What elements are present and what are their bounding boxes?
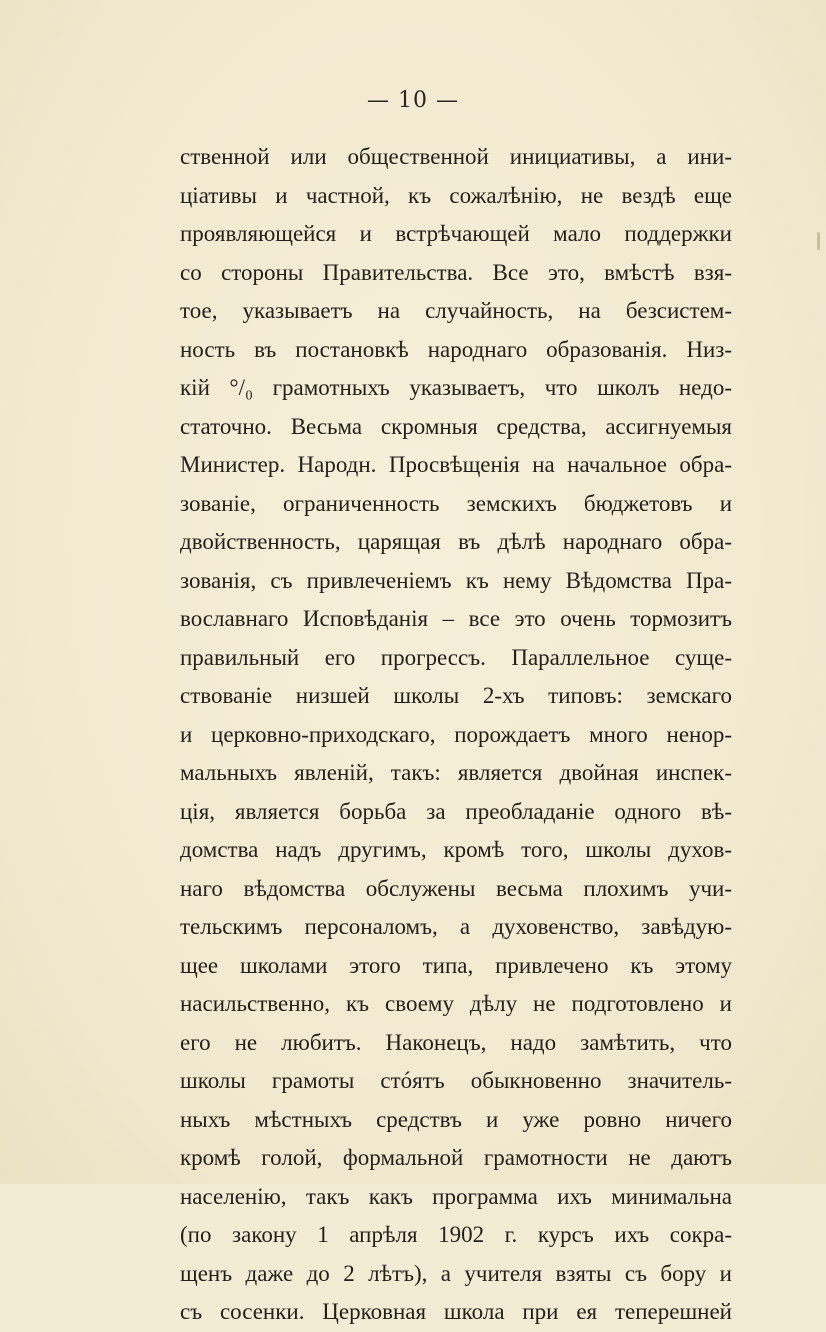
text-line: кромѣ голой, формальной грамотности не даютъ: [180, 1145, 732, 1170]
text-line: со стороны Правительства. Все это, вмѣстѣ взя-: [180, 259, 732, 285]
text-line: ствованіе низшей школы 2-хъ типовъ: земскаго: [180, 683, 732, 708]
text-line: наго вѣдомства обслужены весьма плохимъ учи-: [180, 875, 732, 901]
text-line: ныхъ мѣстныхъ средствъ и уже ровно ничего: [180, 1106, 732, 1132]
body-text: [180, 138, 732, 1332]
text-line: кій °/₀ грамотныхъ указываетъ, что школъ недо-: [180, 375, 732, 400]
text-line: (по закону 1 апрѣля 1902 г. курсъ ихъ сокра-: [180, 1222, 732, 1247]
text-line: его не любитъ. Наконецъ, надо замѣтить, что: [180, 1029, 732, 1055]
page-edge-mark: [817, 232, 820, 250]
text-line: тое, указываетъ на случайность, на безсистем-: [180, 298, 732, 323]
text-line: населенію, такъ какъ программа ихъ минимальна: [180, 1183, 732, 1209]
page-number: — 10 —: [367, 88, 459, 113]
text-line: тельскимъ персоналомъ, а духовенство, завѣдую-: [180, 914, 732, 939]
text-line: правильный его прогрессъ. Параллельное суще-: [180, 644, 732, 670]
text-line: ственной или общественной инициативы, а ини-: [180, 144, 732, 169]
text-line: статочно. Весьма скромныя средства, ассигнуемыя: [180, 413, 732, 439]
text-line: мальныхъ явленій, такъ: является двойная инспек-: [180, 760, 732, 785]
text-line: Министер. Народн. Просвѣщенія на начальное обра-: [180, 452, 732, 477]
text-line: проявляющейся и встрѣчающей мало поддержки: [180, 221, 732, 246]
text-line: щее школами этого типа, привлечено къ этому: [180, 952, 732, 978]
text-line: школы грамоты стóятъ обыкновенно значитель-: [180, 1068, 732, 1093]
text-line: двойственность, царящая въ дѣлѣ народнаго обра-: [180, 529, 732, 554]
text-line: домства надъ другимъ, кромѣ того, школы духов-: [180, 837, 732, 862]
text-line: вославнаго Исповѣданія – все это очень тормозитъ: [180, 606, 732, 631]
text-line: зованія, съ привлеченіемъ къ нему Вѣдомства Пра-: [180, 567, 732, 593]
text-line: ность въ постановкѣ народнаго образованія. Низ-: [180, 336, 732, 362]
text-line: ція, является борьба за преобладаніе одного вѣ-: [180, 798, 732, 824]
text-line: съ сосенки. Церковная школа при ея теперешней: [180, 1299, 732, 1324]
text-line: щенъ даже до 2 лѣтъ), а учителя взяты съ бору и: [180, 1260, 732, 1286]
text-line: зованіе, ограниченность земскихъ бюджетовъ и: [180, 490, 732, 516]
text-line: и церковно-приходскаго, порождаетъ много ненор-: [180, 721, 732, 747]
text-line: ціативы и частной, къ сожалѣнію, не вездѣ еще: [180, 182, 732, 208]
text-line: насильственно, къ своему дѣлу не подготовлено и: [180, 991, 732, 1016]
